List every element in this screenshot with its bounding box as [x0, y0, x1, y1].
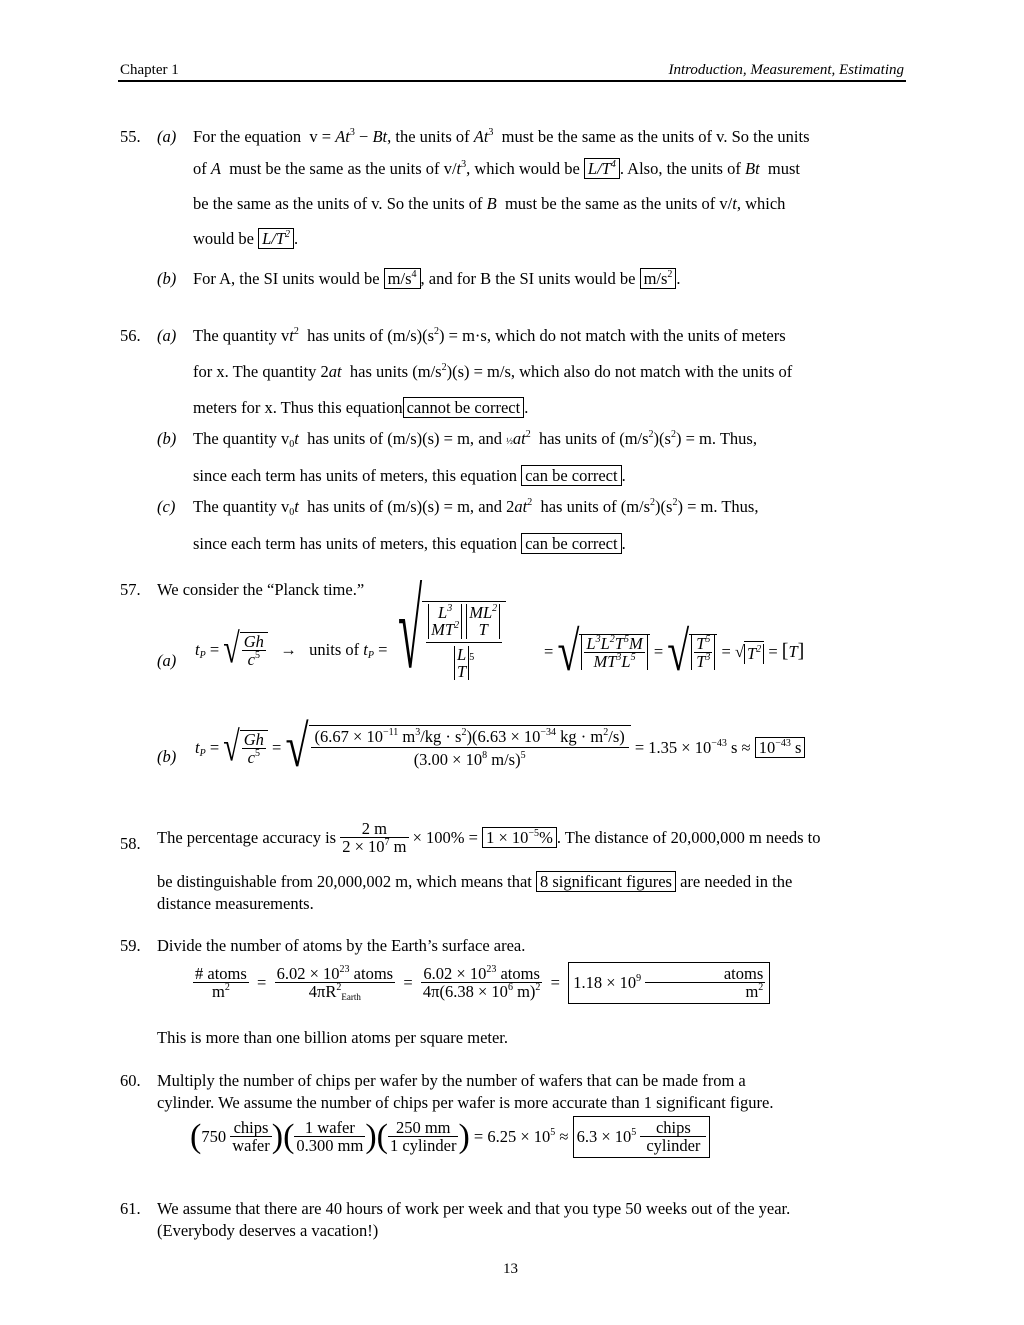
text: and [478, 429, 503, 448]
header-title: Introduction, Measurement, Estimating [668, 62, 904, 78]
text: # atoms [195, 964, 247, 983]
answer-box [482, 827, 557, 848]
answer-box: $10^{-43}$ s [755, 737, 806, 758]
text: has units of [540, 497, 617, 516]
text: , and for B the SI units would be [420, 269, 636, 288]
text: are needed in the [680, 872, 793, 891]
text: 750 [201, 1126, 227, 1146]
text: −43 [711, 738, 727, 750]
text: 5 [550, 1126, 556, 1138]
p57-intro: We consider the “Planck time.” [157, 580, 365, 599]
text: chips [640, 1119, 706, 1137]
p56-a-line3: meters for x. Thus this equation cannot be correct . [193, 398, 529, 417]
text: has units of [538, 429, 616, 448]
text: which do not match with the units of meters [495, 326, 786, 345]
header-chapter: Chapter 1 [120, 62, 179, 78]
text: 6 [507, 982, 513, 994]
text: 1 × 10 [486, 827, 529, 847]
text: 23 [486, 964, 497, 975]
text: must be the same as the units of [504, 194, 716, 213]
p55-line2: of A must be the same as the units of $v/t^3$, which would be $L/T^4$ . Also, the units of Bt must [193, 159, 800, 178]
text: , the units of [387, 127, 470, 146]
p59-intro: Divide the number of atoms by the Earth’s surface area. [157, 936, 526, 955]
text: 23 [339, 964, 350, 975]
p58-line3: distance measurements. [157, 894, 314, 913]
answer-box: 8 significant figures [536, 871, 676, 892]
p60-line1: Multiply the number of chips per wafer by the number of wafers that can be made from a [157, 1071, 746, 1090]
problem-number: 56. [120, 326, 141, 345]
text: 250 mm [388, 1119, 458, 1137]
p55-line1: For the equation $v = At^3 - Bt$, the units of At$^3$ must be the same as the units of v. So the units [193, 127, 810, 146]
text: . The distance of 20,000,000 m needs to [556, 827, 821, 847]
answer-box: $m/s^4$ [384, 268, 421, 289]
text: 1 wafer [294, 1119, 365, 1137]
text: = 1.35 × 10 [634, 738, 712, 758]
part-label: (b) [157, 269, 177, 288]
text: Earth [341, 992, 361, 1003]
text: atoms [645, 965, 765, 983]
part-label: (a) [157, 326, 177, 345]
text: units of [309, 640, 360, 660]
text: 2 × 10 [342, 837, 385, 857]
p61-line2: (Everybody deserves a vacation!) [157, 1221, 379, 1240]
text: The quantity [193, 497, 277, 516]
text: m [211, 982, 225, 1002]
answer-box: $m/s^2$ [640, 268, 677, 289]
problem-number: 58. [120, 834, 141, 853]
part-label: (a) [157, 651, 177, 670]
text: and [478, 497, 503, 516]
text: chips [230, 1119, 272, 1137]
text: The quantity [193, 429, 277, 448]
p56-c-line1: The quantity $v_0t$ has units of (m/s)(s) = m, and $2at^2$ has units of $(m/s^2)(s^2) = m$. Thus, [193, 497, 759, 518]
equation: $v = At^3 - Bt$ [305, 127, 388, 146]
answer-box: $L/T^2$ [258, 228, 294, 249]
text: 6.02 × 10 [423, 964, 487, 983]
text: , which would be [466, 159, 580, 178]
text: be distinguishable from 20,000,002 m, which means that [157, 872, 532, 891]
text: wafer [232, 1136, 270, 1156]
text: For A, the SI units would be [193, 269, 380, 288]
text: has units of [307, 326, 384, 345]
text: 0.300 mm [296, 1136, 364, 1156]
text: must be the same as the units of [501, 127, 713, 146]
p60-equation: (750 $\frac{\text{chips}}{\text{wafer}}$ )( $\frac{\text{1 wafer}}{0.300 mm}$ )( $\frac{250 mm}{\text{1 cylinder}}$ ) = $6.25 \times 10^5 \approx 6.3 \times 10^5$ $\frac{\text{chips}}{\text{cylinder}}$ [190, 1116, 710, 1158]
p59-conclusion: This is more than one billion atoms per square meter. [157, 1028, 509, 1047]
p55-line3: be the same as the units of v. So the units of B must be the same as the units of v/t, which [193, 194, 786, 213]
fraction: $\frac{2 m}{2 \times 10^7 m}$ [342, 819, 407, 857]
answer-box: can be correct [521, 533, 622, 554]
page-number: 13 [503, 1261, 518, 1277]
text: Thus, [721, 497, 759, 516]
answer-box [573, 1116, 711, 1158]
text: meters for x. Thus this equation [193, 398, 403, 417]
p58-line1 [157, 820, 820, 856]
text: 2 m [340, 820, 408, 838]
p56-a-line1: The quantity $vt^2$ has units of $(m/s)(s^2) = m\cdot s$, which do not match with the units of meters [193, 326, 786, 345]
text: Thus, [719, 429, 757, 448]
p56-b-line2: since each term has units of meters, this equation can be correct . [193, 466, 626, 485]
text: 6.02 × 10 [276, 964, 340, 983]
text: must be the same as the units of [229, 159, 440, 178]
answer-box: $L/T^4$ [584, 158, 620, 179]
answer-box: $1.18 \times 10^9$ $\frac{\text{atoms}}{m^2}$ [568, 962, 770, 1004]
text: −43 [775, 738, 791, 750]
p58-line2 [157, 872, 792, 892]
text: atoms [353, 964, 394, 983]
text: So the units of [386, 194, 483, 213]
answer-box: cannot be correct [403, 397, 525, 418]
text: , which [736, 194, 786, 213]
text: 1 cylinder [390, 1136, 457, 1156]
text: which also do not match with the units of [519, 362, 793, 381]
text: 4π [422, 982, 440, 1002]
problem-number: 61. [120, 1199, 141, 1218]
text: m [745, 982, 759, 1002]
text: since each term has units of meters, this equation [193, 534, 517, 553]
text: cylinder [646, 1136, 701, 1156]
text: has units of [307, 429, 384, 448]
p57-a-equation: $t_P$ = √ $\frac{Gh}{c^5}$ → units of $t_P$ = [195, 626, 388, 673]
p56-a-line2: for x. The quantity 2at has units $(m/s^2)(s) = m/s$, which also do not match with the units of [193, 362, 793, 381]
part-label: (b) [157, 747, 177, 766]
text: would be [193, 229, 254, 248]
text: 1.18 × 10 [573, 972, 637, 992]
p60-line2: cylinder. We assume the number of chips per wafer is more accurate than 1 significant figure. [157, 1093, 774, 1112]
p57-a-simplify: = √ $\frac{L^3L^2T^5M}{MT^3L^5}$ = √ $\frac{T^5}{T^3}$ = √ $T^2 = [T]$ [544, 619, 805, 683]
text: since each term has units of meters, this equation [193, 466, 517, 485]
text: The percentage accuracy is [157, 827, 337, 847]
text: 6.38 × 10 [445, 982, 508, 1002]
p55-line5: For A, the SI units would be $m/s^4$ , and for B the SI units would be $m/s^2$ . [193, 269, 681, 288]
text: must [767, 159, 800, 178]
text: atoms [500, 964, 540, 983]
part-label: (c) [157, 497, 176, 516]
p56-b-line1: The quantity $v_0t$ has units of (m/s)(s) = m, and $\frac{1}{2}at^2$ has units of $(m/s^2)(s^2) = m$. Thus, [193, 429, 757, 450]
text: 7 [384, 837, 390, 849]
text: . Also, the units of [619, 159, 741, 178]
text: 6.3 × 10 [576, 1126, 632, 1146]
part-label: (b) [157, 429, 177, 448]
text: For the equation [193, 127, 302, 146]
problem-number: 57. [120, 580, 141, 599]
text: has units of [307, 497, 384, 516]
text: ≈ [559, 1126, 569, 1146]
part-label: (a) [157, 127, 177, 146]
text: for x. The quantity [193, 362, 317, 381]
answer-box: can be correct [521, 465, 622, 486]
text: 10 [758, 738, 776, 758]
p55-line4: would be $L/T^2$ . [193, 229, 299, 248]
text: −5 [528, 827, 540, 839]
p59-equation: $\frac{\text{\# atoms}}{m^2}$ = $\frac{6.02 \times 10^{23} atoms}{4\pi R^2_{Earth}}$ = $\frac{6.02 \times 10^{23} atoms}{4\pi(6.38 \times 10^6 m)^2}$ = $1.18 \times 10^9$ $\frac{\text{atoms}}{m^2}$ [193, 962, 770, 1004]
p56-c-line2: since each term has units of meters, this equation can be correct . [193, 534, 626, 553]
problem-number: 55. [120, 127, 141, 146]
text: has units [349, 362, 409, 381]
header-rule [118, 80, 906, 82]
text: × 100% = [412, 827, 478, 847]
text: The quantity [193, 326, 277, 345]
problem-number: 60. [120, 1071, 141, 1090]
p57-a-units-fraction: √ $L^3$ $MT^2$ $ML^2$ T L $T^5$ [398, 601, 506, 682]
text: % [539, 827, 553, 847]
text: be the same as the units of [193, 194, 368, 213]
text: So the units [731, 127, 810, 146]
text: = 6.25 × 10 [473, 1126, 551, 1146]
text: of [193, 159, 207, 178]
text: 9 [636, 972, 642, 984]
problem-number: 59. [120, 936, 141, 955]
text: 4πR [308, 982, 337, 1002]
text: 5 [631, 1126, 637, 1138]
text: m [517, 982, 530, 1002]
p61-line1: We assume that there are 40 hours of work per week and that you type 50 weeks out of the year. [157, 1199, 791, 1218]
p57-b-equation: $t_P$ = √ $\frac{Gh}{c^5}$ = √ $\frac{(6.67 \times 10^{-11} m^3/kg \cdot s^2)(6.63 \times 10^{-34} kg \cdot m^2/s)}{(3.00 \times 10^8 m/s)^5}$ = $1.35 \times 10^{-43}$ $s \approx 10^{-43}$ s [195, 725, 805, 772]
